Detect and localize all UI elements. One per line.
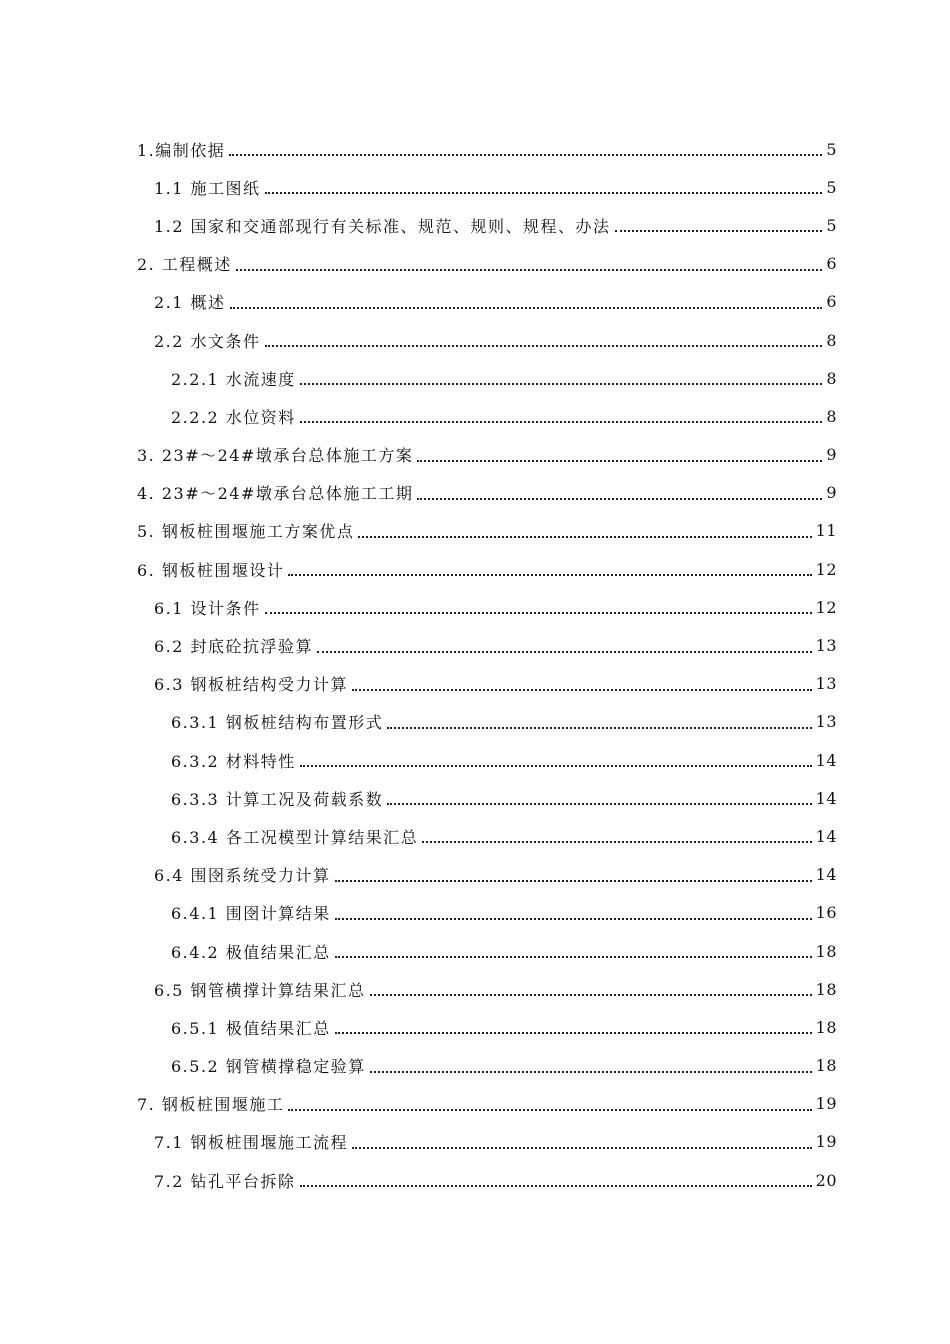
toc-entry[interactable] [0,779,950,817]
toc-entry-label: 7. 钢板桩围堰施工 [137,1095,285,1115]
toc-page-number: 20 [815,1170,837,1190]
toc-page-number: 6 [826,254,837,274]
toc-page-number: 12 [815,559,837,579]
toc-entry-label: 2. 工程概述 [137,255,232,275]
toc-entry[interactable] [0,474,950,512]
toc-page-number: 14 [815,750,837,770]
toc-page-number: 11 [815,521,837,541]
toc-entry-label: 6.3.3 计算工况及荷载系数 [171,789,384,809]
toc-entry-label: 6.2 封底砼抗浮验算 [154,637,314,657]
toc-leader-dots [615,230,823,232]
toc-page-number: 18 [815,1017,837,1037]
toc-entry[interactable] [0,436,950,474]
toc-entry-label: 6.3.2 材料特性 [171,751,296,771]
toc-entry[interactable] [0,130,950,168]
toc-page-number: 5 [826,177,837,197]
toc-page-number: 8 [826,368,837,388]
toc-leader-dots [288,574,811,576]
toc-page-number: 8 [826,330,837,350]
toc-entry[interactable] [0,206,950,244]
toc-entry-label: 2.2.1 水流速度 [171,369,296,389]
toc-entry-label: 6.5.2 钢管横撑稳定验算 [171,1057,366,1077]
toc-entry[interactable] [0,856,950,894]
toc-entry-label: 5. 钢板桩围堰施工方案优点 [137,522,355,542]
toc-entry[interactable] [0,321,950,359]
toc-entry-label: 7.2 钻孔平台拆除 [154,1171,296,1191]
toc-leader-dots [358,536,811,538]
toc-entry[interactable] [0,550,950,588]
toc-entry[interactable] [0,588,950,626]
toc-entry[interactable] [0,397,950,435]
toc-leader-dots [370,994,812,996]
toc-leader-dots [300,1185,812,1187]
toc-entry[interactable] [0,1161,950,1199]
toc-page-number: 14 [815,865,837,885]
toc-leader-dots [417,498,822,500]
toc-leader-dots [265,192,823,194]
toc-leader-dots [317,651,812,653]
toc-leader-dots [265,612,812,614]
toc-leader-dots [300,421,823,423]
toc-page-number: 9 [826,483,837,503]
toc-page-number: 19 [815,1132,837,1152]
toc-entry[interactable] [0,359,950,397]
toc-page-number: 18 [815,941,837,961]
toc-leader-dots [352,689,812,691]
toc-page-number: 8 [826,406,837,426]
toc-entry-label: 6.5.1 极值结果汇总 [171,1018,331,1038]
table-of-contents [0,130,950,1199]
toc-entry-label: 3. 23#～24#墩承台总体施工方案 [137,446,414,466]
toc-entry-label: 6.1 设计条件 [154,598,261,618]
toc-page-number: 14 [815,826,837,846]
toc-page-number: 18 [815,1056,837,1076]
toc-entry[interactable] [0,283,950,321]
toc-entry-label: 6.3.4 各工况模型计算结果汇总 [171,827,419,847]
toc-entry[interactable] [0,741,950,779]
toc-entry[interactable] [0,1123,950,1161]
toc-entry[interactable] [0,1008,950,1046]
toc-leader-dots [352,1147,812,1149]
toc-leader-dots [265,345,823,347]
toc-page-number: 14 [815,788,837,808]
toc-leader-dots [230,307,823,309]
toc-entry-label: 6.4.1 围囹计算结果 [171,904,331,924]
toc-entry[interactable] [0,245,950,283]
toc-page-number: 5 [826,139,837,159]
toc-page-number: 13 [815,712,837,732]
toc-entry[interactable] [0,932,950,970]
toc-page-number: 5 [826,215,837,235]
toc-entry-label: 6.4 围囹系统受力计算 [154,866,331,886]
toc-entry[interactable] [0,703,950,741]
toc-leader-dots [335,880,812,882]
toc-entry[interactable] [0,1047,950,1085]
toc-entry-label: 6. 钢板桩围堰设计 [137,560,285,580]
toc-page-number: 13 [815,636,837,656]
toc-page-number: 6 [826,292,837,312]
toc-entry-label: 6.5 钢管横撑计算结果汇总 [154,980,366,1000]
toc-entry[interactable] [0,817,950,855]
toc-page-number: 12 [815,597,837,617]
toc-entry[interactable] [0,512,950,550]
toc-leader-dots [422,841,811,843]
toc-page-number: 13 [815,674,837,694]
toc-entry-label: 2.1 概述 [154,293,226,313]
toc-page-number: 9 [826,445,837,465]
toc-leader-dots [229,154,822,156]
toc-entry-label: 4. 23#～24#墩承台总体施工工期 [137,484,414,504]
toc-leader-dots [335,1032,812,1034]
toc-page-number: 18 [815,979,837,999]
toc-entry-label: 1.1 施工图纸 [154,178,261,198]
toc-leader-dots [335,956,812,958]
toc-entry-label: 2.2 水文条件 [154,331,261,351]
toc-entry-label: 7.1 钢板桩围堰施工流程 [154,1133,349,1153]
toc-entry-label: 6.3.1 钢板桩结构布置形式 [171,713,384,733]
toc-entry-label: 2.2.2 水位资料 [171,407,296,427]
toc-entry[interactable] [0,168,950,206]
toc-entry[interactable] [0,665,950,703]
toc-leader-dots [288,1109,811,1111]
toc-entry-label: 6.3 钢板桩结构受力计算 [154,675,349,695]
toc-leader-dots [236,269,822,271]
toc-leader-dots [387,727,811,729]
toc-leader-dots [335,918,812,920]
toc-leader-dots [370,1071,812,1073]
toc-leader-dots [417,460,822,462]
toc-page-number: 16 [815,903,837,923]
toc-entry[interactable] [0,626,950,664]
toc-entry-label: 6.4.2 极值结果汇总 [171,942,331,962]
toc-entry[interactable] [0,970,950,1008]
toc-entry[interactable] [0,1085,950,1123]
toc-entry[interactable] [0,894,950,932]
toc-entry-label: 1.2 国家和交通部现行有关标准、规范、规则、规程、办法 [154,216,611,236]
toc-entry-label: 1.编制依据 [137,140,226,160]
toc-leader-dots [300,383,823,385]
toc-leader-dots [387,803,811,805]
toc-page-number: 19 [815,1094,837,1114]
toc-leader-dots [300,765,812,767]
